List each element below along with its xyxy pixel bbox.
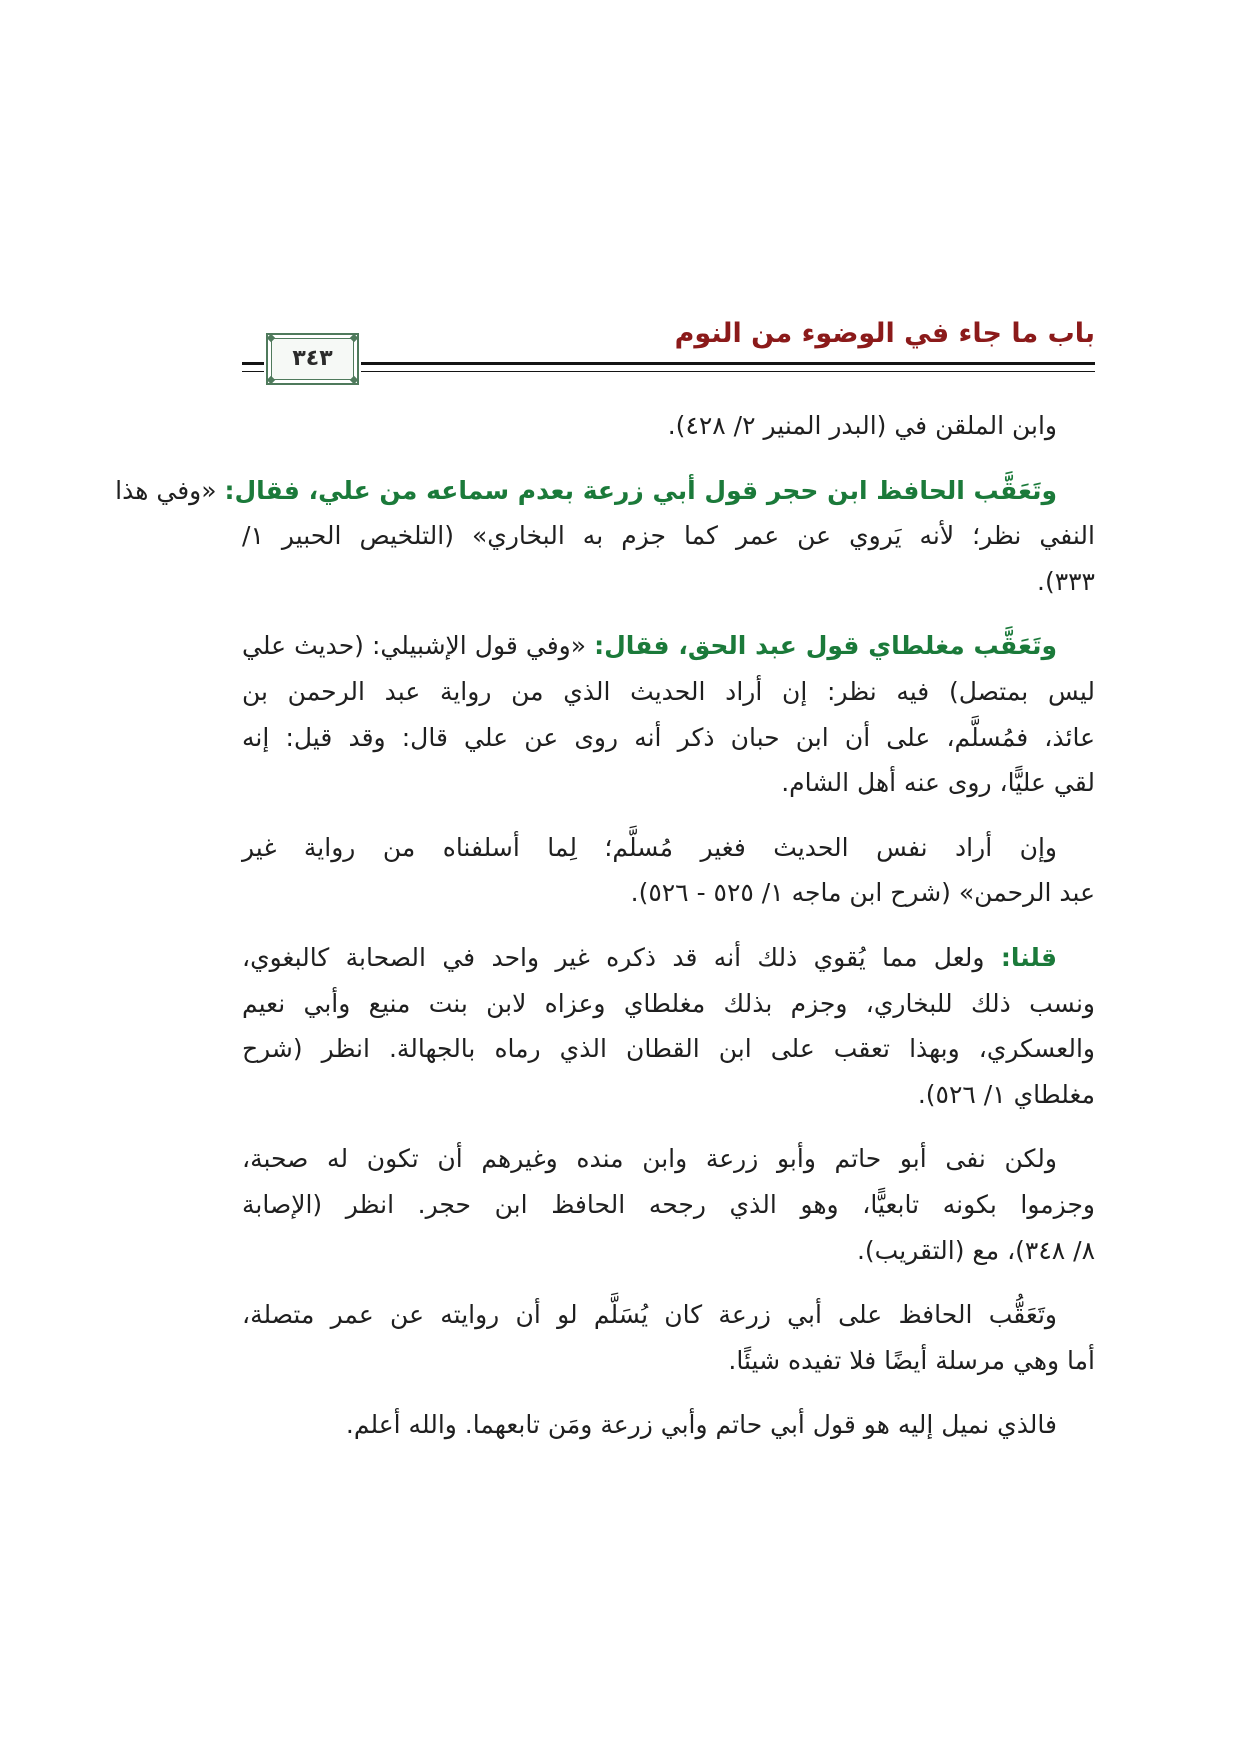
line-text: «وفي قول الإشبيلي: (حديث علي (242, 631, 595, 661)
highlighted-lead: وتَعَقَّب الحافظ ابن حجر قول أبي زرعة بعدم سماعه من علي، فقال: (224, 475, 1057, 505)
text-line: والعسكري، وبهذا تعقب على ابن القطان الذي رماه بالجهالة. انظر (شرح (242, 1034, 1095, 1064)
ornament-corner (350, 334, 358, 342)
text-line: ٣٣٣). (1037, 566, 1095, 596)
paragraph (242, 1292, 1095, 1383)
highlighted-lead: قلنا: (1000, 942, 1057, 972)
text-line: عبد الرحمن» (شرح ابن ماجه ١/ ٥٢٥ - ٥٢٦). (630, 878, 1095, 908)
text-line: عائذ، فمُسلَّم، على أن ابن حبان ذكر أنه روى عن علي قال: وقد قيل: إنه (242, 722, 1095, 752)
text-line: النفي نظر؛ لأنه يَروي عن عمر كما جزم به البخاري» (التلخيص الحبير ١/ (242, 521, 1095, 551)
header-double-rule-left (242, 362, 264, 372)
text-line (242, 623, 1095, 669)
highlighted-lead: وتَعَقَّب مغلطاي قول عبد الحق، فقال: (594, 631, 1057, 661)
page-number-ornament (271, 338, 354, 380)
text-line: وتَعَقُّب الحافظ على أبي زرعة كان يُسَلَّم لو أن روايته عن عمر متصلة، (242, 1300, 1057, 1330)
text-line: ونسب ذلك للبخاري، وجزم بذلك مغلطاي وعزاه لابن بنت منيع وأبي نعيم (242, 988, 1095, 1018)
chapter-title: باب ما جاء في الوضوء من النوم (674, 318, 1095, 349)
ornament-corner (350, 376, 358, 384)
paragraph (242, 1136, 1095, 1273)
text-line: فالذي نميل إليه هو قول أبي حاتم وأبي زرعة ومَن تابعهما. والله أعلم. (345, 1410, 1057, 1440)
text-line: وإن أراد نفس الحديث فغير مُسلَّم؛ لِما أسلفناه من رواية غير (242, 832, 1057, 862)
paragraph (242, 825, 1095, 916)
page-number: ٣٤٣ (292, 346, 333, 371)
body-text (115, 403, 1095, 1448)
paragraph (242, 935, 1095, 1117)
line-text: «وفي هذا (115, 475, 225, 505)
page-number-frame (266, 333, 359, 385)
text-line: ولكن نفى أبو حاتم وأبو زرعة وابن منده وغيرهم أن تكون له صحبة، (242, 1144, 1057, 1174)
ornament-corner (267, 376, 275, 384)
text-line: أما وهي مرسلة أيضًا فلا تفيده شيئًا. (728, 1345, 1095, 1375)
line-text: ولعل مما يُقوي ذلك أنه قد ذكره غير واحد في الصحابة كالبغوي، (242, 942, 1001, 972)
header-double-rule (361, 362, 1095, 372)
text-line: ليس بمتصل) فيه نظر: إن أراد الحديث الذي من رواية عبد الرحمن بن (242, 676, 1095, 706)
text-line: ٨/ ٣٤٨)، مع (التقريب). (856, 1235, 1095, 1265)
paragraph (242, 1402, 1095, 1448)
text-line (115, 468, 1095, 514)
text-line: لقي عليًّا، روى عنه أهل الشام. (781, 768, 1095, 798)
paragraph (242, 623, 1095, 805)
ornament-corner (267, 334, 275, 342)
paragraph (115, 468, 1095, 605)
paragraph (242, 403, 1095, 449)
text-line: وابن الملقن في (البدر المنير ٢/ ٤٢٨). (667, 411, 1057, 440)
text-line: مغلطاي ١/ ٥٢٦). (917, 1079, 1095, 1109)
text-line: وجزموا بكونه تابعيًّا، وهو الذي رجحه الحافظ ابن حجر. انظر (الإصابة (242, 1189, 1095, 1219)
text-line (242, 935, 1095, 981)
